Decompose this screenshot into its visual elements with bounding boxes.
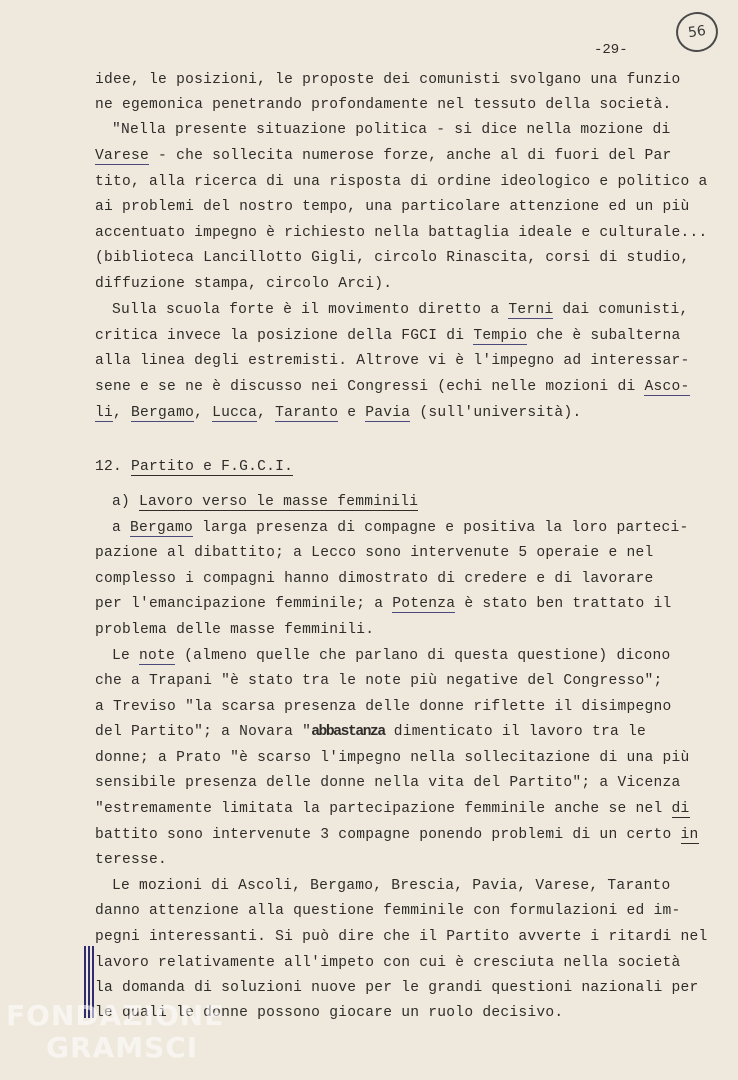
section-heading: 12. Partito e F.G.C.I. [95,459,294,475]
text-line: teresse. [95,852,168,868]
text-line: Sulla scuola forte è il movimento diretto a Terni dai comunisti, [112,302,689,318]
subsection-title: Lavoro verso le masse femminili [139,494,419,510]
text-line: li, Bergamo, Lucca, Taranto e Pavia (sull'università). [95,405,582,421]
text-line: problema delle masse femminili. [95,622,375,638]
underlined-place: Potenza [392,596,456,612]
text-line: del Partito"; a Novara "abbastanza dimenticato il lavoro tra le [95,724,646,740]
overtyped-word: abbastanza [311,724,385,740]
underlined-place: Bergamo [130,520,194,536]
text-line: pegni interessanti. Si può dire che il Partito avverte i ritardi nel [95,929,708,945]
text-line: idee, le posizioni, le proposte dei comunisti svolgano una funzio [95,72,681,88]
text-line: complesso i compagni hanno dimostrato di credere e di lavorare [95,571,654,587]
text-line: a Bergamo larga presenza di compagne e positiva la loro parteci- [112,520,689,536]
text-line: "estremamente limitata la partecipazione femminile anche se nel di [95,801,690,817]
text-line: ai problemi del nostro tempo, una particolare attenzione ed un più [95,199,690,215]
text-line: (biblioteca Lancillotto Gigli, circolo Rinascita, corsi di studio, [95,250,690,266]
underlined-place: Pavia [365,405,411,421]
text-line: accentuato impegno è richiesto nella battaglia ideale e culturale... [95,225,708,241]
text-line: che a Trapani "è stato tra le note più negative del Congresso"; [95,673,663,689]
text-line: sensibile presenza delle donne nella vita del Partito"; a Vicenza [95,775,681,791]
watermark-logo: FONDAZIONE GRAMSCI [6,999,225,1064]
text-line: donne; a Prato "è scarso l'impegno nella sollecitazione di una più [95,750,690,766]
underlined-place: Terni [508,302,554,318]
page-number: -29- [594,42,628,58]
underlined-place: Bergamo [131,405,195,421]
underlined-place: Varese [95,148,150,164]
text-line: Varese - che sollecita numerose forze, anche al di fuori del Par [95,148,672,164]
underlined-place: Tempio [473,328,528,344]
underlined-place: Lucca [212,405,258,421]
text-line: "Nella presente situazione politica - si dice nella mozione di [112,122,671,138]
text-line: diffuzione stampa, circolo Arci). [95,276,393,292]
text-line: critica invece la posizione della FGCI di Tempio che è subalterna [95,328,681,344]
underlined-word: note [139,648,176,664]
text-line: Le mozioni di Ascoli, Bergamo, Brescia, Pavia, Varese, Taranto [112,878,671,894]
text-line: la domanda di soluzioni nuove per le grandi questioni nazionali per [95,980,699,996]
text-line: danno attenzione alla questione femminile con formulazioni ed im- [95,903,681,919]
text-line: alla linea degli estremisti. Altrove vi è l'impegno ad interessar- [95,353,690,369]
text-line: tito, alla ricerca di una risposta di ordine ideologico e politico a [95,174,708,190]
subsection-heading: a) Lavoro verso le masse femminili [112,494,419,510]
underlined-place: Taranto [275,405,339,421]
text-line: lavoro relativamente all'impeto con cui è cresciuta nella società [95,955,681,971]
text-line: sene e se ne è discusso nei Congressi (echi nelle mozioni di Asco- [95,379,690,395]
text-line: battito sono intervenute 3 compagne ponendo problemi di un certo in [95,827,699,843]
text-line: Le note (almeno quelle che parlano di questa questione) dicono [112,648,671,664]
section-title: Partito e F.G.C.I. [131,459,294,475]
text-line: a Treviso "la scarsa presenza delle donne riflette il disimpegno [95,699,672,715]
text-line: ne egemonica penetrando profondamente nel tessuto della società. [95,97,672,113]
text-line: le quali le donne possono giocare un ruolo decisivo. [95,1005,564,1021]
underlined-place: Asco- [644,379,690,395]
text-line: per l'emancipazione femminile; a Potenza è stato ben trattato il [95,596,672,612]
underlined-place: li [95,405,114,421]
text-line: pazione al dibattito; a Lecco sono intervenute 5 operaie e nel [95,545,654,561]
archive-stamp: 56 [673,9,720,54]
